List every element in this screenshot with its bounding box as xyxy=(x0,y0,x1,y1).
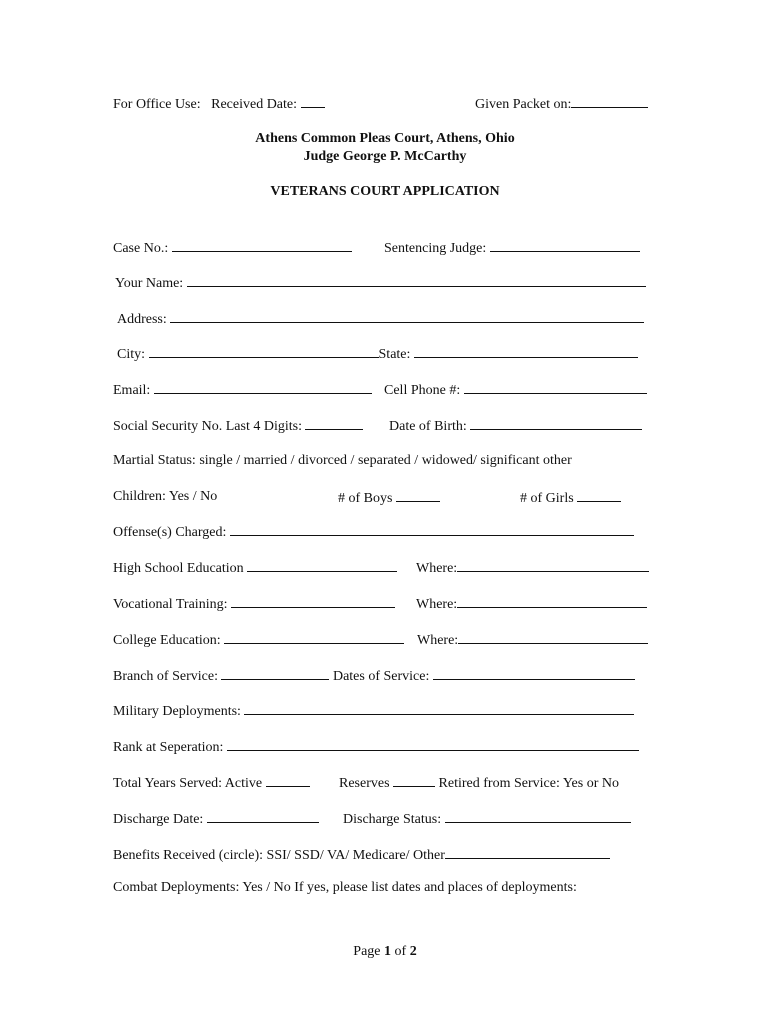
college-label: College Education: xyxy=(113,633,221,648)
email-row xyxy=(113,381,372,399)
ssn-label: Social Security No. Last 4 Digits: xyxy=(113,419,302,434)
office-use-label: For Office Use: xyxy=(113,97,201,112)
form-title: VETERANS COURT APPLICATION xyxy=(270,184,500,199)
high-school-label: High School Education xyxy=(113,561,244,576)
benefits-label: Benefits Received (circle): SSI/ SSD/ VA/ Medicare/ Other xyxy=(113,848,445,863)
combat-deployments: Combat Deployments: Yes / No If yes, please list dates and places of deployments: xyxy=(113,880,577,895)
discharge-date-label: Discharge Date: xyxy=(113,812,204,827)
sentencing-judge-row xyxy=(384,239,640,257)
boys-field[interactable] xyxy=(396,489,440,502)
city-label: City: xyxy=(117,347,146,362)
of-word: of xyxy=(394,944,407,959)
court-name: Athens Common Pleas Court, Athens, Ohio xyxy=(255,131,515,146)
address-row xyxy=(117,310,644,328)
your-name-field[interactable] xyxy=(187,274,646,287)
offenses-row xyxy=(113,523,634,541)
vocational-where-field[interactable] xyxy=(457,595,647,608)
received-date-field[interactable] xyxy=(301,95,325,108)
retired-label: Retired from Service: Yes or No xyxy=(438,776,619,791)
discharge-date-field[interactable] xyxy=(207,810,319,823)
total-years-row xyxy=(113,774,310,792)
page-number xyxy=(0,944,770,960)
vocational-field[interactable] xyxy=(231,595,395,608)
high-school-field[interactable] xyxy=(247,559,397,572)
cell-phone-field[interactable] xyxy=(464,381,647,394)
sentencing-judge-field[interactable] xyxy=(490,239,640,252)
dates-service-field[interactable] xyxy=(433,667,635,680)
girls-label: # of Girls xyxy=(520,491,574,506)
active-years-field[interactable] xyxy=(266,774,310,787)
given-packet-label: Given Packet on: xyxy=(475,97,572,112)
offenses-label: Offense(s) Charged: xyxy=(113,525,227,540)
branch-row xyxy=(113,667,635,685)
deployments-label: Military Deployments: xyxy=(113,704,241,719)
email-field[interactable] xyxy=(154,381,372,394)
city-row xyxy=(117,345,638,363)
given-packet-field[interactable] xyxy=(571,95,648,108)
college-field[interactable] xyxy=(224,631,404,644)
reserves-row xyxy=(339,774,619,792)
college-row xyxy=(113,631,404,649)
reserves-field[interactable] xyxy=(393,774,435,787)
vocational-label: Vocational Training: xyxy=(113,597,228,612)
high-school-where-label: Where: xyxy=(416,561,458,576)
state-field[interactable] xyxy=(414,345,638,358)
given-packet-row xyxy=(475,95,648,113)
rank-label: Rank at Seperation: xyxy=(113,740,224,755)
branch-label: Branch of Service: xyxy=(113,669,218,684)
boys-label: # of Boys xyxy=(338,491,393,506)
branch-field[interactable] xyxy=(221,667,329,680)
ssn-field[interactable] xyxy=(305,417,363,430)
email-label: Email: xyxy=(113,383,151,398)
deployments-row xyxy=(113,702,634,720)
cell-phone-row xyxy=(384,381,647,399)
girls-field[interactable] xyxy=(577,489,621,502)
vocational-where-row xyxy=(416,595,647,613)
children-label: Children: Yes / No xyxy=(113,489,218,504)
college-where-label: Where: xyxy=(417,633,459,648)
college-where-field[interactable] xyxy=(458,631,648,644)
dates-service-label: Dates of Service: xyxy=(332,669,430,684)
vocational-where-label: Where: xyxy=(416,597,458,612)
address-field[interactable] xyxy=(170,310,644,323)
offenses-field[interactable] xyxy=(230,523,634,536)
total-years-label: Total Years Served: Active xyxy=(113,776,263,791)
discharge-status-row xyxy=(343,810,631,828)
high-school-where-row xyxy=(416,559,649,577)
office-use-row xyxy=(113,95,325,113)
benefits-row xyxy=(113,846,610,864)
city-field[interactable] xyxy=(149,345,379,358)
reserves-label: Reserves xyxy=(339,776,390,791)
high-school-where-field[interactable] xyxy=(457,559,649,572)
college-where-row xyxy=(417,631,648,649)
boys-row xyxy=(338,489,440,507)
sentencing-judge-label: Sentencing Judge: xyxy=(384,241,487,256)
your-name-label: Your Name: xyxy=(115,276,184,291)
case-no-row xyxy=(113,239,352,257)
received-date-label: Received Date: xyxy=(211,97,298,112)
state-label: State: xyxy=(378,347,411,362)
deployments-field[interactable] xyxy=(244,702,634,715)
discharge-status-label: Discharge Status: xyxy=(343,812,442,827)
cell-phone-label: Cell Phone #: xyxy=(384,383,461,398)
dob-row xyxy=(389,417,642,435)
vocational-row xyxy=(113,595,395,613)
marital-status: Martial Status: single / married / divorced / separated / widowed/ significant other xyxy=(113,453,572,468)
case-no-field[interactable] xyxy=(172,239,352,252)
page-current: 1 xyxy=(384,944,392,959)
page-word: Page xyxy=(353,944,381,959)
page-total: 2 xyxy=(409,944,417,959)
judge-name: Judge George P. McCarthy xyxy=(303,149,467,164)
case-no-label: Case No.: xyxy=(113,241,169,256)
discharge-status-field[interactable] xyxy=(445,810,631,823)
rank-field[interactable] xyxy=(227,738,639,751)
address-label: Address: xyxy=(117,312,167,327)
girls-row xyxy=(520,489,621,507)
benefits-other-field[interactable] xyxy=(445,846,610,859)
dob-field[interactable] xyxy=(470,417,642,430)
high-school-row xyxy=(113,559,397,577)
dob-label: Date of Birth: xyxy=(389,419,467,434)
discharge-date-row xyxy=(113,810,319,828)
your-name-row xyxy=(115,274,646,292)
ssn-row xyxy=(113,417,363,435)
rank-row xyxy=(113,738,639,756)
